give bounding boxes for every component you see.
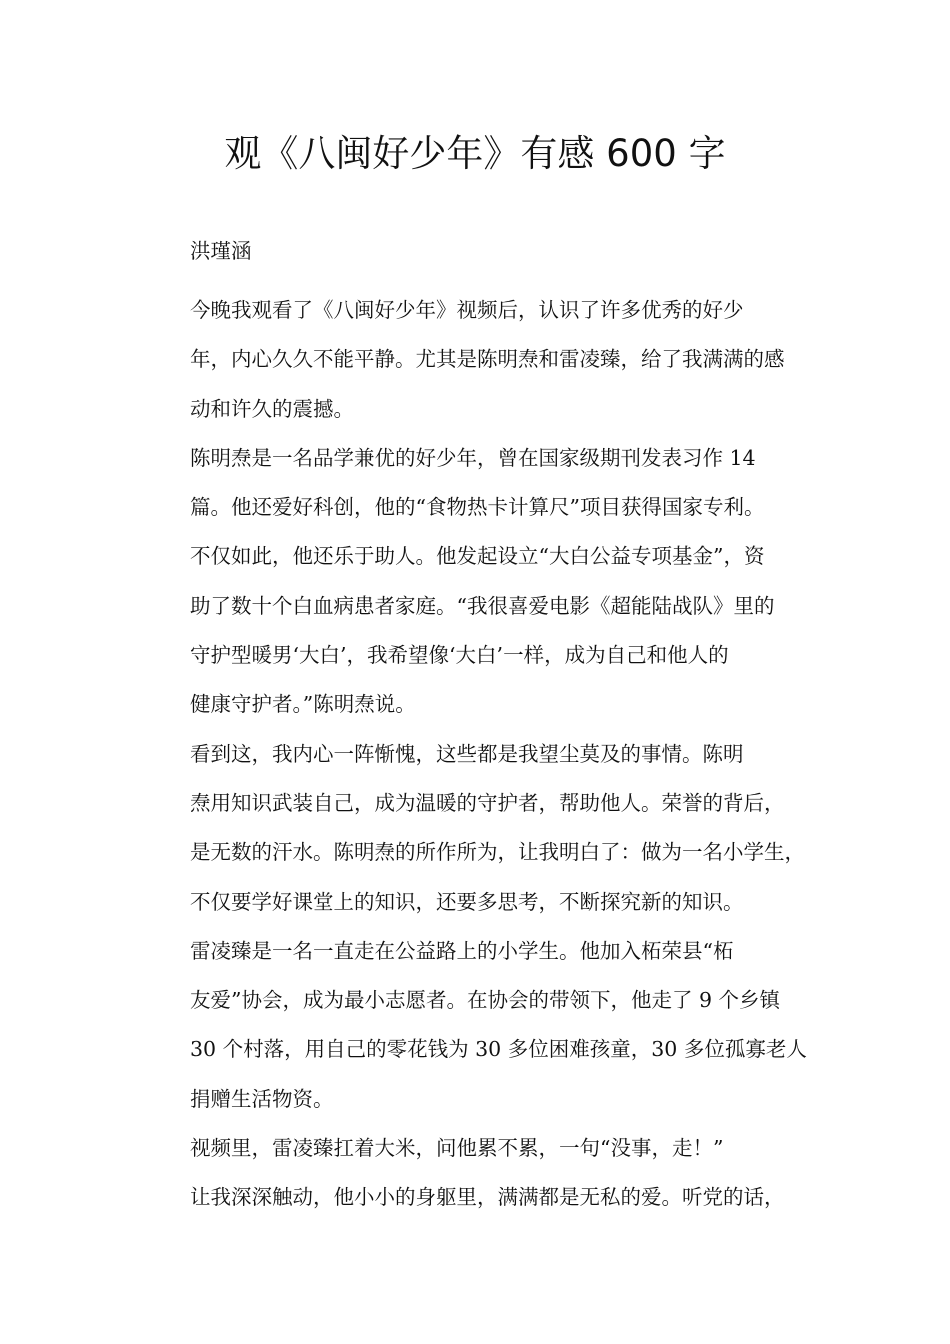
paragraph-3 (146, 730, 826, 927)
paragraph-1 (146, 286, 826, 434)
text-line: 雷凌臻是一名一直走在公益路上的小学生。他加入柘荣县“柘 (190, 938, 734, 963)
text-line: 今晚我观看了《八闽好少年》视频后，认识了许多优秀的好少 (190, 298, 744, 322)
document-body (146, 286, 826, 1223)
text-line: 篇。他还爱好科创，他的“食物热卡计算尺”项目获得国家专利。 (190, 495, 765, 520)
text-line: 看到这，我内心一阵惭愧，这些都是我望尘莫及的事情。陈明 (190, 741, 744, 766)
text-line: 助了数十个白血病患者家庭。“我很喜爱电影《超能陆战队》里的 (190, 593, 775, 618)
text-line: 视频里，雷凌臻扛着大米，问他累不累，一句“没事，走！” (190, 1136, 724, 1161)
text-line: 是无数的汗水。陈明焘的所作所为，让我明白了：做为一名小学生， (190, 840, 805, 865)
text-line: 年，内心久久不能平静。尤其是陈明焘和雷凌臻，给了我满满的感 (190, 347, 785, 372)
text-line: 捐赠生活物资。 (190, 1086, 334, 1111)
text-line: 不仅要学好课堂上的知识，还要多思考，不断探究新的知识。 (190, 889, 744, 914)
paragraph-5 (146, 1124, 826, 1223)
paragraph-2 (146, 434, 826, 730)
text-line: 守护型暖男‘大白’，我希望像‘大白’一样，成为自己和他人的 (190, 643, 729, 668)
text-line: 让我深深触动，他小小的身躯里，满满都是无私的爱。听党的话， (190, 1185, 785, 1210)
text-line: 动和许久的震撼。 (190, 396, 354, 421)
text-line: 陈明焘是一名品学兼优的好少年，曾在国家级期刊发表习作 14 (190, 445, 756, 470)
author-name: 洪瑾涵 (190, 239, 252, 263)
text-line: 友爱”协会，成为最小志愿者。在协会的带领下，他走了 9 个乡镇 (190, 988, 781, 1013)
text-line: 30 个村落，用自己的零花钱为 30 多位困难孩童，30 多位孤寡老人 (190, 1037, 807, 1062)
document-title: 观《八闽好少年》有感 600 字 (224, 132, 726, 175)
text-line: 健康守护者。”陈明焘说。 (190, 692, 416, 717)
text-line: 不仅如此，他还乐于助人。他发起设立“大白公益专项基金”，资 (190, 544, 765, 569)
paragraph-4 (146, 927, 826, 1124)
text-line: 焘用知识武装自己，成为温暖的守护者，帮助他人。荣誉的背后， (190, 790, 785, 815)
